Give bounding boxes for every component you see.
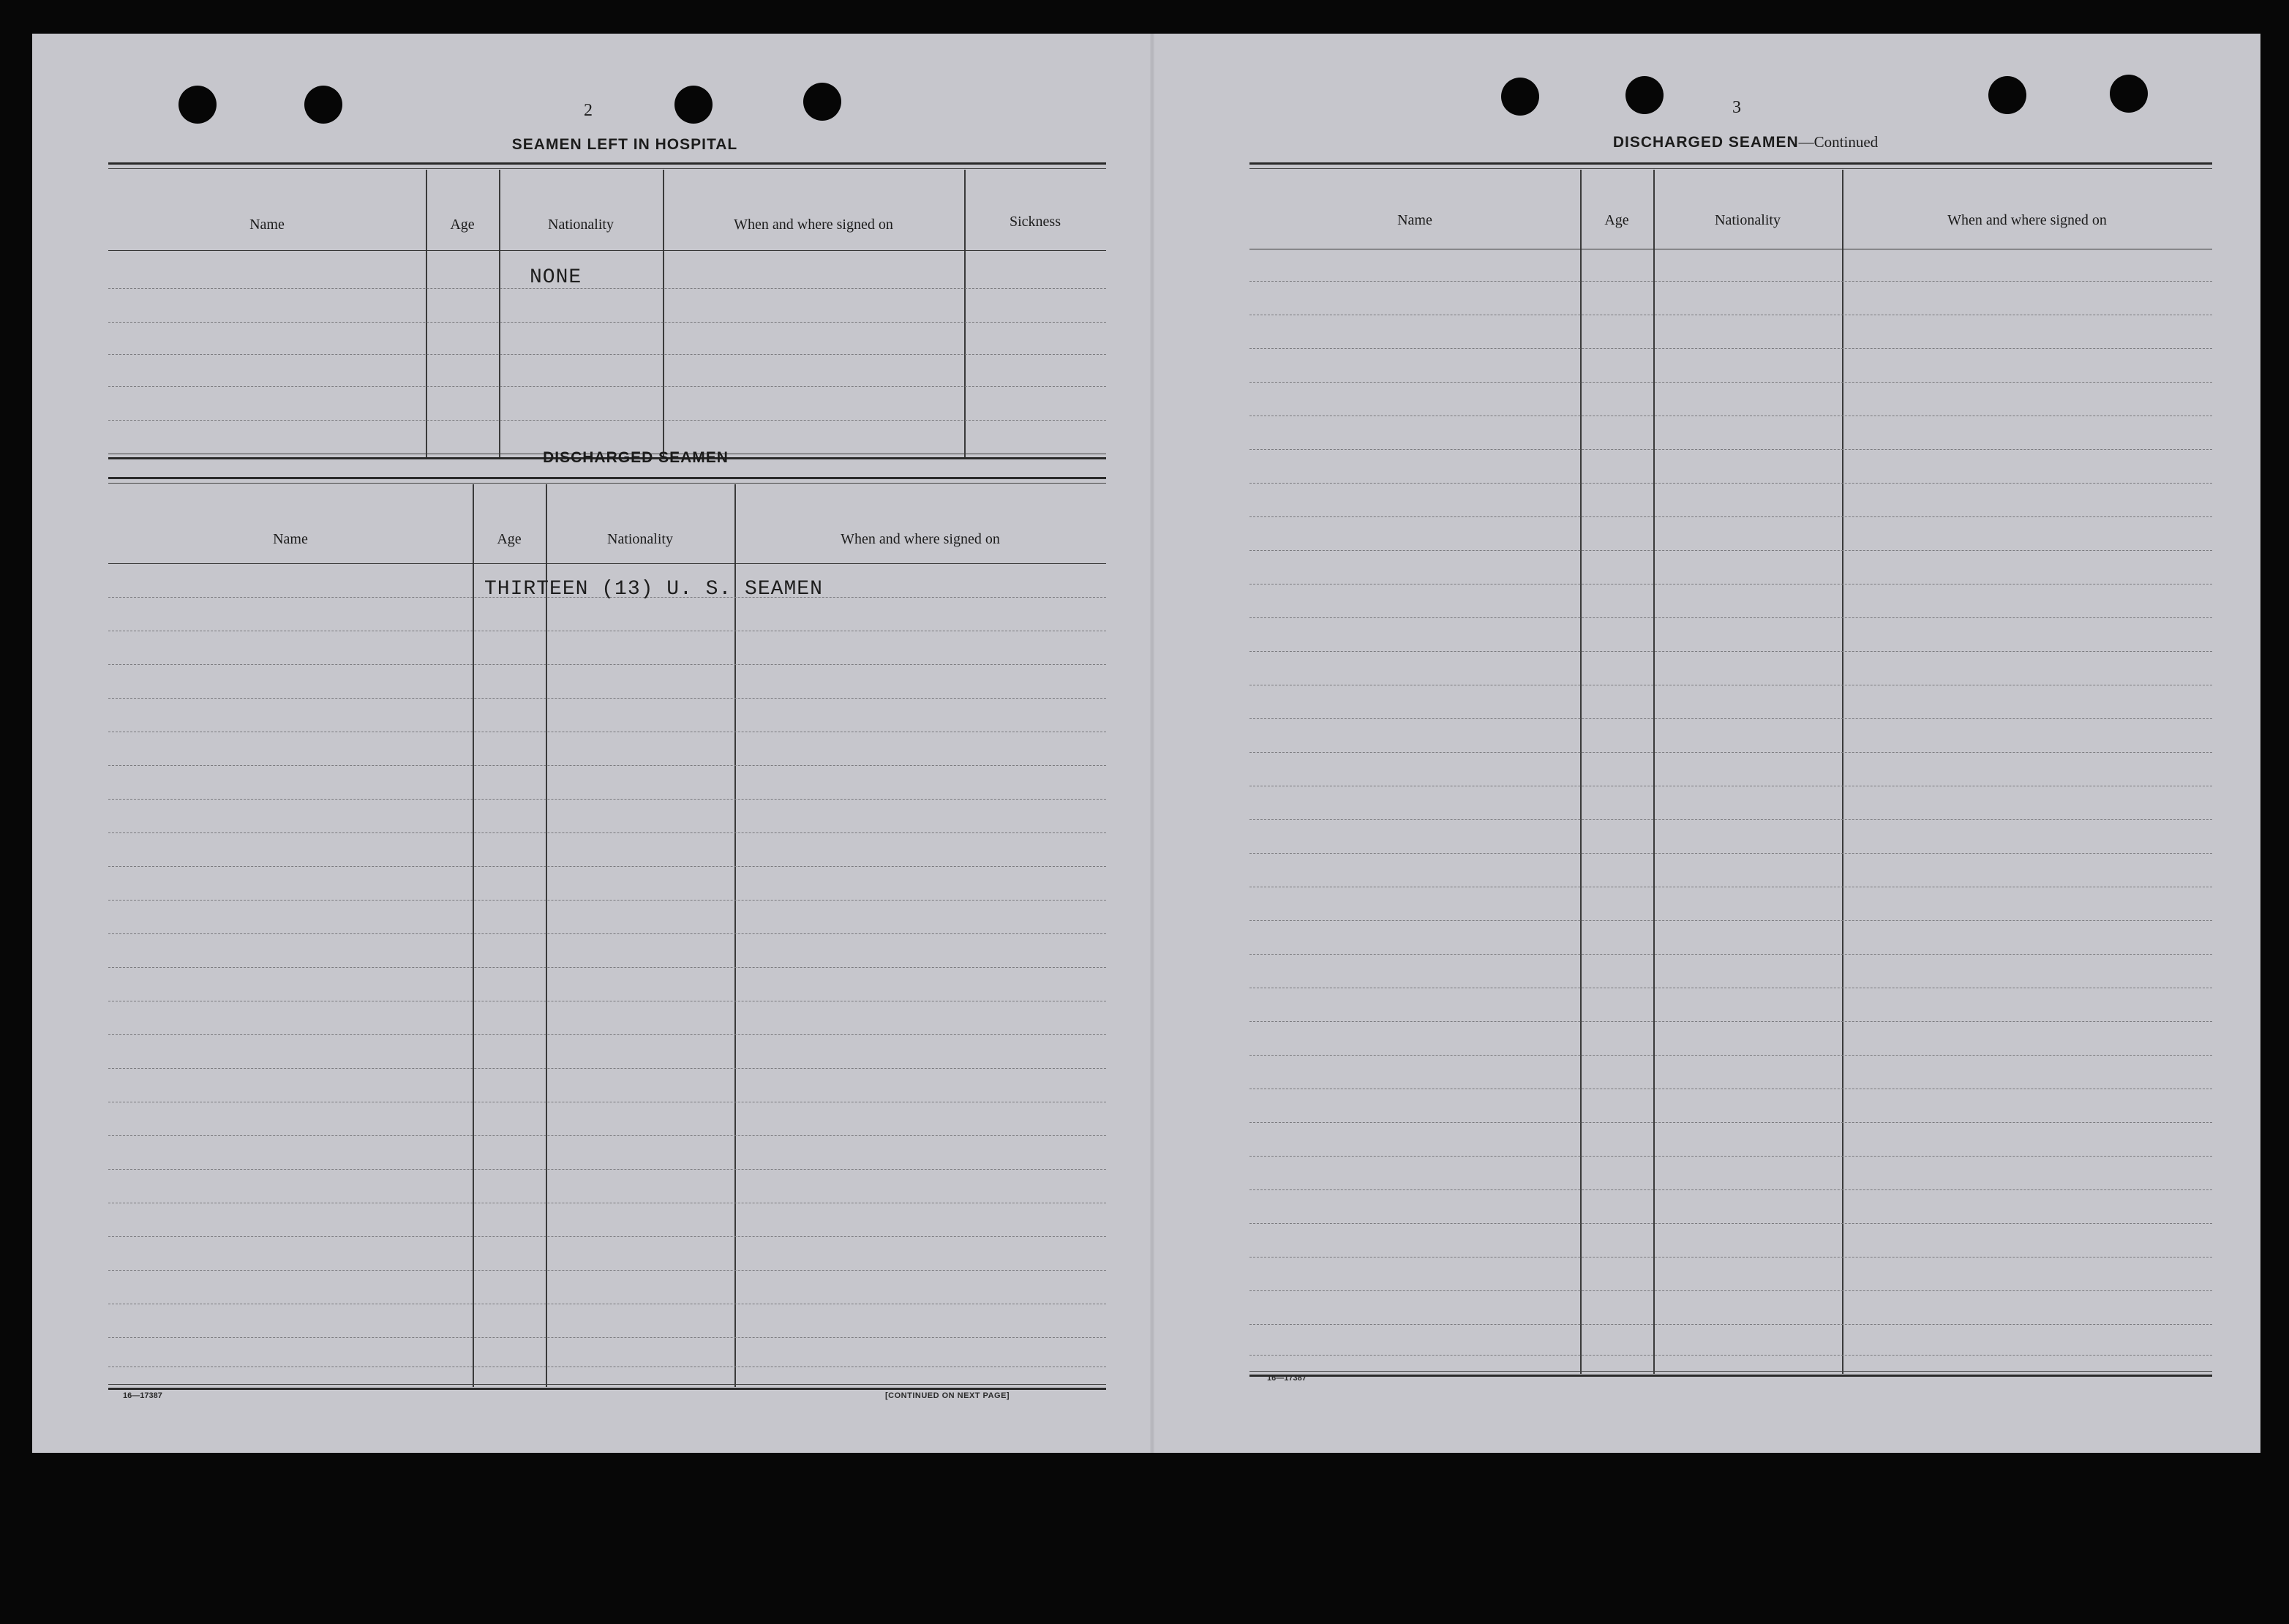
ruled-line — [108, 386, 1106, 387]
ruled-line — [1249, 920, 2212, 921]
ruled-line — [108, 354, 1106, 355]
ruled-line — [108, 1034, 1106, 1035]
ruled-line — [1249, 348, 2212, 349]
column-header-nationality: Nationality — [548, 217, 614, 233]
column-header-signed-on: When and where signed on — [1947, 212, 2107, 228]
table-top-rule — [108, 162, 1106, 169]
ruled-line — [1249, 752, 2212, 753]
punch-hole — [1501, 78, 1539, 116]
ruled-line — [108, 866, 1106, 867]
hospital-table — [108, 162, 1106, 464]
continued-note: [CONTINUED ON NEXT PAGE] — [885, 1391, 1010, 1400]
ruled-line — [1249, 718, 2212, 719]
header-line — [108, 563, 1106, 564]
hospital-entry: NONE — [530, 266, 582, 289]
column-divider — [546, 484, 547, 1387]
ruled-line — [108, 1169, 1106, 1170]
punch-hole — [178, 86, 217, 124]
ruled-line — [108, 1135, 1106, 1136]
punch-hole — [803, 83, 841, 121]
column-header-nationality: Nationality — [607, 531, 673, 547]
punch-hole — [2110, 75, 2148, 113]
right-page — [1154, 34, 2260, 1453]
ruled-line — [108, 799, 1106, 800]
ruled-line — [1249, 1021, 2212, 1022]
ruled-line — [1249, 954, 2212, 955]
ruled-line — [1249, 281, 2212, 282]
ruled-line — [1249, 1223, 2212, 1224]
page-number: 3 — [1732, 98, 1741, 117]
ruled-line — [108, 698, 1106, 699]
column-header-sickness: Sickness — [1010, 214, 1061, 230]
column-header-nationality: Nationality — [1715, 212, 1781, 228]
column-header-age: Age — [497, 531, 522, 547]
ruled-line — [108, 1270, 1106, 1271]
ruled-line — [108, 288, 1106, 289]
ruled-line — [1249, 853, 2212, 854]
left-page — [32, 34, 1150, 1453]
title-main: DISCHARGED SEAMEN — [1612, 134, 1799, 151]
table-bottom-rule — [108, 1384, 1106, 1390]
discharged-entry: THIRTEEN (13) U. S. SEAMEN — [484, 578, 823, 601]
ruled-line — [1249, 449, 2212, 450]
column-divider — [1653, 170, 1655, 1374]
column-divider — [663, 170, 664, 459]
table-top-rule — [108, 477, 1106, 484]
ruled-line — [108, 1068, 1106, 1069]
column-header-age: Age — [450, 217, 475, 233]
column-divider — [1842, 170, 1843, 1374]
ruled-line — [1249, 1355, 2212, 1356]
ruled-line — [1249, 1189, 2212, 1190]
ruled-line — [1249, 550, 2212, 551]
ruled-line — [1249, 516, 2212, 517]
ruled-line — [108, 664, 1106, 665]
table-top-rule — [1249, 162, 2212, 169]
punch-hole — [1988, 76, 2026, 114]
page-number: 2 — [584, 101, 593, 120]
header-line — [108, 250, 1106, 251]
ruled-line — [108, 933, 1106, 934]
column-header-name: Name — [249, 217, 285, 233]
column-divider — [734, 484, 736, 1387]
table-bottom-rule — [1249, 1371, 2212, 1377]
ruled-line — [1249, 617, 2212, 618]
ruled-line — [1249, 382, 2212, 383]
discharged-section-title: DISCHARGED SEAMEN — [543, 449, 729, 466]
ruled-line — [108, 420, 1106, 421]
ruled-line — [1249, 819, 2212, 820]
ruled-line — [108, 322, 1106, 323]
column-divider — [1580, 170, 1582, 1374]
ruled-line — [108, 967, 1106, 968]
ruled-line — [1249, 1257, 2212, 1258]
column-header-name: Name — [1397, 212, 1432, 228]
discharged-continued-table — [1249, 162, 2212, 1406]
form-number: 16—17387 — [123, 1391, 162, 1400]
ruled-line — [108, 765, 1106, 766]
column-header-name: Name — [273, 531, 308, 547]
ruled-line — [1249, 651, 2212, 652]
record-sheet — [32, 34, 2260, 1453]
ruled-line — [1249, 1156, 2212, 1157]
punch-hole — [674, 86, 713, 124]
ruled-line — [108, 1337, 1106, 1338]
column-divider — [473, 484, 474, 1387]
ruled-line — [1249, 1055, 2212, 1056]
punch-hole — [304, 86, 342, 124]
column-header-signed-on: When and where signed on — [734, 217, 893, 233]
ruled-line — [1249, 483, 2212, 484]
discharged-table — [108, 477, 1106, 1421]
ruled-line — [108, 900, 1106, 901]
discharged-continued-title — [1526, 133, 1965, 151]
column-header-signed-on: When and where signed on — [841, 531, 1000, 547]
ruled-line — [108, 1236, 1106, 1237]
title-suffix: —Continued — [1798, 133, 1879, 151]
hospital-section-title: SEAMEN LEFT IN HOSPITAL — [511, 136, 738, 153]
form-number: 16—17387 — [1267, 1374, 1307, 1383]
column-divider — [426, 170, 427, 459]
ruled-line — [108, 832, 1106, 833]
ruled-line — [1249, 1290, 2212, 1291]
ruled-line — [1249, 1324, 2212, 1325]
column-header-age: Age — [1604, 212, 1629, 228]
column-divider — [499, 170, 500, 459]
punch-hole — [1625, 76, 1664, 114]
ruled-line — [1249, 1122, 2212, 1123]
